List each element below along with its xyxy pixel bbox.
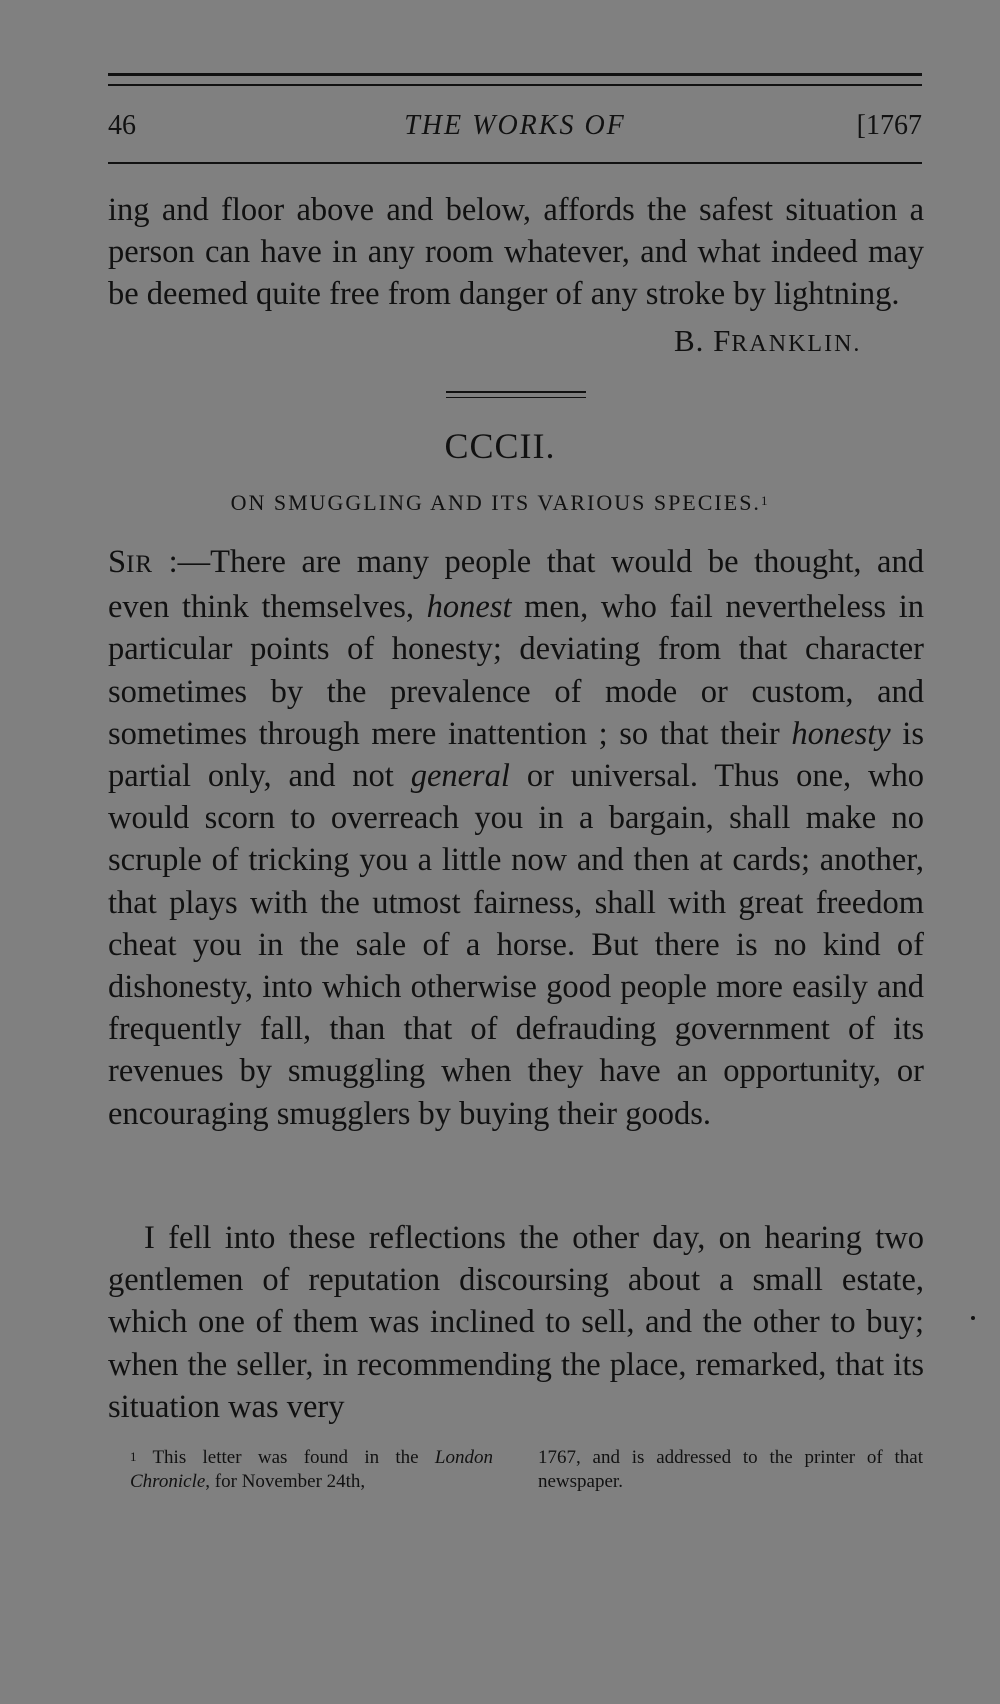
footnote-text-right: 1767, and is addressed to the printer of that newspaper. [538,1447,923,1492]
header-double-rule-top [108,73,922,76]
p1-text-c: is partial only, and not [108,715,924,795]
emphasis-honest: honest [426,589,512,626]
p1-text-b: men, who fail nevertheless in particular points of honesty; deviating from that character sometimes by the prevalence of mode or custom, and sometimes through mere inattention ; so that their [108,589,924,752]
print-speck [971,1316,975,1320]
continuation-paragraph [108,189,924,316]
signature [674,320,861,365]
running-head [108,106,922,146]
running-title: THE WORKS OF [404,110,626,141]
signature-initial: B. F [674,323,732,358]
salutation-first: S [108,544,127,580]
signature-surname: RANKLIN. [731,331,862,357]
p1-text-a: :—There are many people that would be thought, and even think themselves, [108,544,924,626]
header-rule [108,162,922,164]
letter-paragraph-1 [108,541,924,1135]
page-number: 46 [108,110,136,141]
footnote-column-left [108,1446,493,1494]
section-separator-rule [446,391,586,393]
letter-numeral: CCCII. [444,426,556,466]
footnote-periodical: London Chronicle [130,1447,493,1492]
header-double-rule-bottom [108,84,922,86]
footnote-mark: 1 [130,1449,137,1464]
p2-text: I fell into these reflections the other day, on hearing two gentlemen of reputation discoursing about a small estate, which one of them was inclined to sell, and the other to buy; when the seller, in recommending the place, remarked, that its situation was very [108,1220,924,1425]
continuation-text: ing and floor above and below, affords the safest situation a person can have in any room whatever, and what indeed may be deemed quite free from danger of any stroke by lightning. [108,192,924,313]
section-separator-rule-thin [446,397,586,398]
p1-text-d: or universal. Thus one, who would scorn to overreach you in a bargain, shall make no scruple of tricking you a little now and then at cards; another, that plays with the utmost fairness, shall with great freedom cheat you in the sale of a horse. But there is no kind of dishonesty, into which otherwise good people more easily and frequently fall, than that of defrauding government of its revenues by smuggling when they have an opportunity, or encouraging smugglers by buying their goods. [108,758,925,1132]
salutation-rest: IR [126,551,154,578]
letter-title-text: ON SMUGGLING AND ITS VARIOUS SPECIES. [230,490,761,515]
footnote-column-right [538,1446,923,1494]
emphasis-honesty: honesty [791,715,891,752]
footnote-text-b: , for November 24th, [205,1471,366,1492]
letter-paragraph-2 [108,1217,924,1428]
letter-title [0,488,1000,518]
running-year: [1767 [856,110,922,141]
footnote-text-a: This letter was found in the [136,1447,435,1468]
emphasis-general: general [410,758,510,795]
footnote-reference: 1 [760,493,770,508]
